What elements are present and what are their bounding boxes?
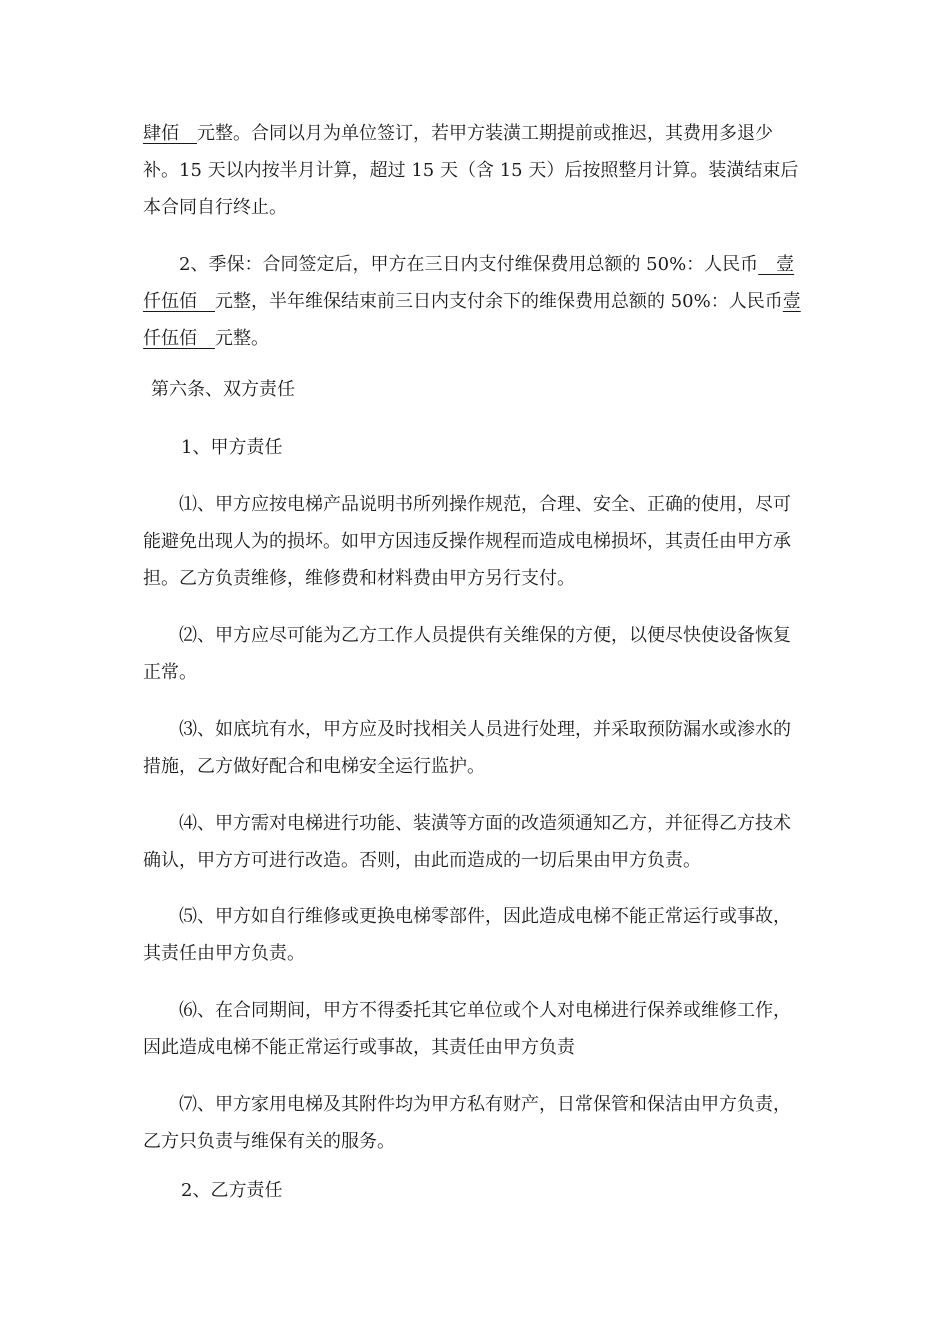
underlined-amount: 壹仟伍佰 xyxy=(143,291,801,349)
underlined-amount: 肆佰 xyxy=(143,123,197,144)
list-item: ⑶、如底坑有水，甲方应及时找相关人员进行处理，并采取预防漏水或渗水的措施，乙方做好配合和电梯安全运行监护。 xyxy=(143,719,791,777)
paragraph-text: 元整。合同以月为单位签订，若甲方装潢工期提前或推迟，其费用多退少补。15 天以内按半月计算，超过 15 天（含 15 天）后按照整月计算。装潢结束后本合同自行终止。 xyxy=(143,123,799,218)
list-item: ⑷、甲方需对电梯进行功能、装潢等方面的改造须通知乙方，并征得乙方技术确认，甲方方可进行改造。否则，由此而造成的一切后果由甲方负责。 xyxy=(143,813,791,871)
paragraph-text: 元整，半年维保结束前三日内支付余下的维保费用总额的 50%：人民币 xyxy=(215,291,783,312)
quarterly-payment-paragraph xyxy=(143,246,808,357)
payment-paragraph-continued xyxy=(143,115,808,226)
underlined-amount: 壹仟伍佰 xyxy=(143,254,795,312)
party-b-responsibility-heading: 2、乙方责任 xyxy=(181,1180,283,1201)
list-item: ⑴、甲方应按电梯产品说明书所列操作规范，合理、安全、正确的使用，尽可能避免出现人为的损坏。如甲方因违反操作规程而造成电梯损坏，其责任由甲方承担。乙方负责维修，维修费和材料费由甲方另行支付。 xyxy=(143,494,791,589)
paragraph-text: 2、季保：合同签定后，甲方在三日内支付维保费用总额的 50%：人民币 xyxy=(179,254,759,275)
indent xyxy=(143,254,179,275)
list-item: ⑹、在合同期间，甲方不得委托其它单位或个人对电梯进行保养或维修工作，因此造成电梯不能正常运行或事故，其责任由甲方负责 xyxy=(143,1000,791,1058)
list-item: ⑵、甲方应尽可能为乙方工作人员提供有关维保的方便，以便尽快使设备恢复正常。 xyxy=(143,625,791,683)
article-six-heading: 第六条、双方责任 xyxy=(151,379,295,400)
list-item: ⑺、甲方家用电梯及其附件均为甲方私有财产，日常保管和保洁由甲方负责，乙方只负责与维保有关的服务。 xyxy=(143,1094,791,1152)
party-a-responsibility-heading: 1、甲方责任 xyxy=(181,437,283,458)
paragraph-text: 元整。 xyxy=(215,328,269,349)
list-item: ⑸、甲方如自行维修或更换电梯零部件，因此造成电梯不能正常运行或事故，其责任由甲方负责。 xyxy=(143,906,791,964)
